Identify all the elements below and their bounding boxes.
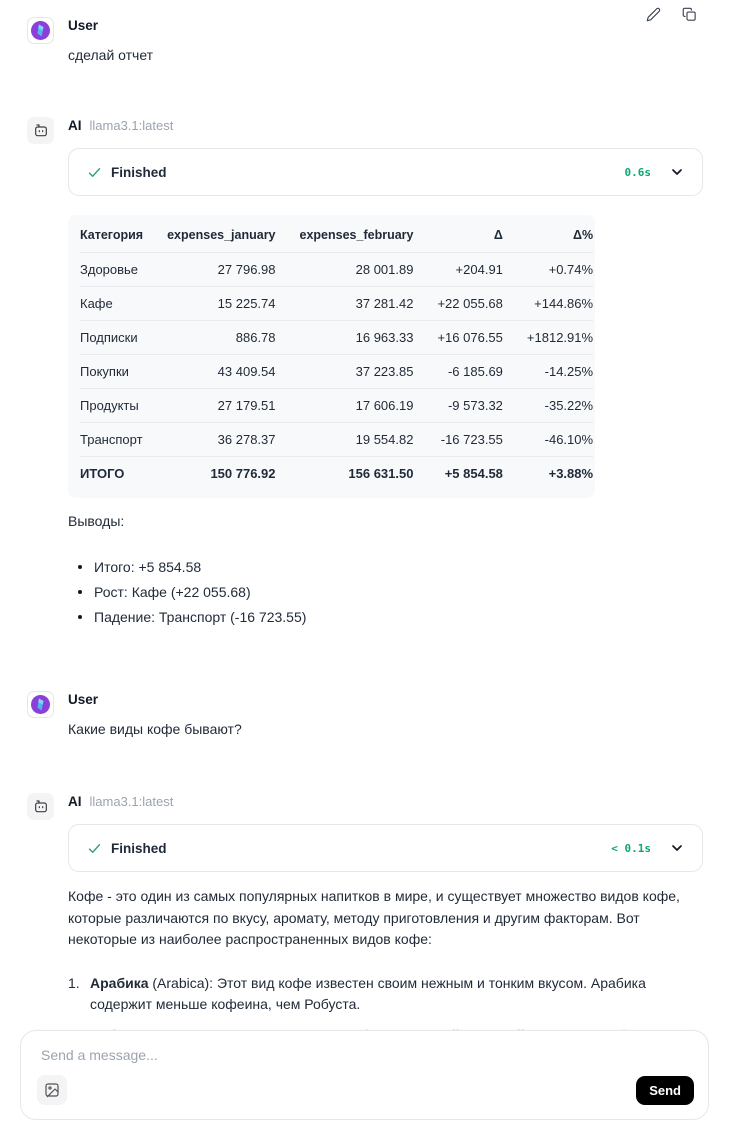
list-item: Рост: Кафе (+22 055.68)	[94, 583, 703, 601]
message-author: AI	[68, 794, 82, 809]
table-row: Подписки 886.78 16 963.33 +16 076.55 +1812.91%	[80, 321, 593, 355]
table-row: Транспорт 36 278.37 19 554.82 -16 723.55 -46.10%	[80, 423, 593, 457]
ai-paragraph: Кофе - это один из самых популярных напитков в мире, и существует множество видов кофе, которые различаются по вкусу, аромату, методу приготовления и другим факторам. Вот некоторые из наиболее распространенных видов кофе:	[68, 888, 680, 947]
table-total-row: ИТОГО 150 776.92 156 631.50 +5 854.58 +3.88%	[80, 466, 594, 481]
conclusions-list	[68, 558, 703, 626]
conclusions-title: Выводы:	[68, 513, 125, 529]
expenses-table-container	[68, 215, 595, 498]
model-name: llama3.1:latest	[89, 794, 174, 809]
table-row: Покупки 43 409.54 37 223.85 -6 185.69 -14.25%	[80, 355, 593, 389]
user-logo-icon	[30, 20, 51, 41]
list-item: Падение: Транспорт (-16 723.55)	[94, 608, 703, 626]
chevron-down-icon[interactable]	[669, 840, 685, 856]
message-author: User	[68, 692, 99, 707]
list-item: Итого: +5 854.58	[94, 558, 703, 576]
ai-avatar	[27, 793, 54, 820]
pencil-icon	[646, 7, 661, 22]
user-message-2	[27, 691, 703, 739]
list-item	[68, 973, 703, 1016]
user-message-1	[27, 17, 703, 65]
status-box-finished[interactable]	[68, 148, 703, 196]
user-avatar	[27, 17, 54, 44]
expenses-table	[80, 217, 593, 493]
table-row: Кафе 15 225.74 37 281.42 +22 055.68 +144.86%	[80, 287, 593, 321]
copy-icon	[682, 7, 697, 22]
column-header: Категория	[80, 217, 143, 253]
send-button[interactable]: Send	[636, 1076, 694, 1105]
message-author: AI	[68, 118, 82, 133]
table-row: Продукты 27 179.51 17 606.19 -9 573.32 -35.22%	[80, 389, 593, 423]
copy-message-button[interactable]	[682, 7, 697, 22]
composer-toolbar	[37, 1075, 694, 1105]
user-avatar	[27, 691, 54, 718]
image-icon	[44, 1082, 60, 1098]
robot-icon	[33, 123, 49, 139]
column-header: Δ%	[503, 217, 593, 253]
edit-message-button[interactable]	[646, 7, 661, 22]
robot-icon	[33, 799, 49, 815]
message-actions	[646, 7, 697, 22]
chevron-down-icon[interactable]	[669, 164, 685, 180]
column-header: Δ	[413, 217, 502, 253]
attach-image-button[interactable]	[37, 1075, 67, 1105]
status-duration: 0.6s	[624, 165, 651, 179]
message-text: Какие виды кофе бывают?	[68, 721, 242, 737]
list-term: Арабика	[90, 974, 149, 991]
status-box-finished[interactable]	[68, 824, 703, 872]
list-text: (Arabica): Этот вид кофе известен своим нежным и тонким вкусом. Арабика содержит меньше кофеина, чем Робуста.	[90, 974, 646, 1012]
table-header-row	[80, 217, 593, 253]
check-icon	[87, 841, 102, 856]
message-text: сделай отчет	[68, 47, 154, 63]
ai-message-1	[27, 117, 703, 633]
message-input[interactable]	[41, 1047, 694, 1063]
ai-avatar	[27, 117, 54, 144]
status-duration: < 0.1s	[611, 841, 651, 855]
model-name: llama3.1:latest	[89, 118, 174, 133]
message-composer	[20, 1030, 709, 1120]
status-label: Finished	[111, 164, 167, 180]
column-header: expenses_february	[276, 217, 414, 253]
list-number: 1.	[68, 974, 80, 991]
user-logo-icon	[30, 694, 51, 715]
status-label: Finished	[111, 840, 167, 856]
table-row: Здоровье 27 796.98 28 001.89 +204.91 +0.74%	[80, 253, 593, 287]
check-icon	[87, 165, 102, 180]
message-author: User	[68, 18, 99, 33]
column-header: expenses_january	[143, 217, 275, 253]
